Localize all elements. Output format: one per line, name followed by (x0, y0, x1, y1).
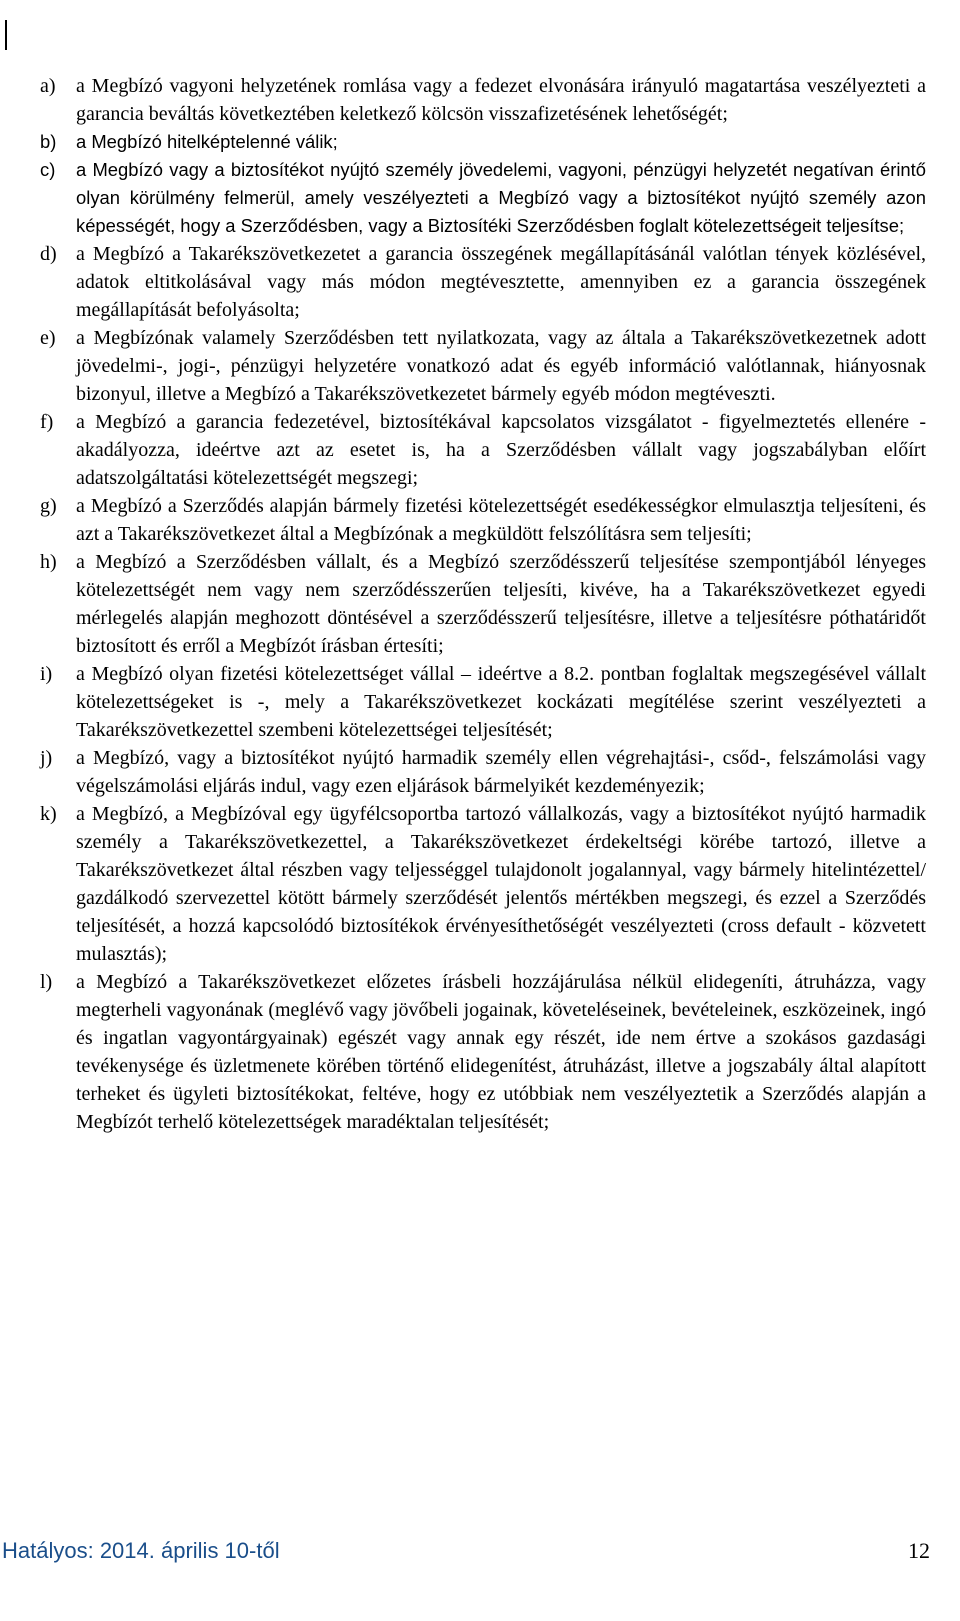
item-label: g) (40, 495, 57, 517)
list-item (40, 660, 926, 744)
item-label: e) (40, 327, 56, 349)
list-item (40, 548, 926, 660)
item-text: a Megbízó a Takarékszövetkezet előzetes írásbeli hozzájárulása nélkül elidegeníti, átruházza, vagy megterheli vagyonának (meglévő vagy jövőbeli jogainak, követeléseinek, bevételeinek, eszközeinek, ingó és ingatlan vagyontárgyainak) egészét vagy annak egy részét, ide nem értve a szokásos gazdasági tevékenysége és üzletmenete körében történő elidegenítést, átruházást, illetve a jogszabály által alapított terheket és ügyleti biztosítékokat, feltéve, hogy ez utóbbiak nem veszélyeztetik a Szerződés alapján a Megbízót terhelő kötelezettségek maradéktalan teljesítését; (76, 971, 926, 1133)
list-item (40, 800, 926, 968)
clause-list (40, 72, 926, 1136)
item-label: i) (40, 663, 53, 685)
list-item (40, 240, 926, 324)
item-text: a Megbízónak valamely Szerződésben tett nyilatkozata, vagy az általa a Takarékszövetkezetnek adott jövedelmi-, jogi-, pénzügyi helyzetére vonatkozó adat és egyéb információ valótlannak, hiányosnak bizonyul, illetve a Megbízó a Takarékszövetkezetet bármely egyéb módon megtéveszti. (76, 327, 926, 405)
list-item (40, 324, 926, 408)
item-text: a Megbízó a Szerződésben vállalt, és a Megbízó szerződésszerű teljesítése szempontjából lényeges kötelezettségét nem vagy nem szerződésszerűen teljesíti, kivéve, ha a Takarékszövetkezet egyedi mérlegelés alapján meghozott döntésével a szerződésszerű teljesítésre, illetve a teljesítésre póthatáridőt biztosított és erről a Megbízót írásban értesíti; (76, 551, 926, 657)
margin-bar (5, 20, 7, 50)
item-label: f) (40, 411, 54, 433)
list-item (40, 156, 926, 240)
item-text: a Megbízó vagyoni helyzetének romlása vagy a fedezet elvonására irányuló magatartása veszélyezteti a garancia beváltás következtében keletkező kölcsön visszafizetésének lehetőségét; (76, 75, 926, 125)
item-text: a Megbízó, a Megbízóval egy ügyfélcsoportba tartozó vállalkozás, vagy a biztosítékot nyújtó harmadik személy a Takarékszövetkezettel, a Takarékszövetkezet érdekeltségi körébe tartozó, illetve a Takarékszövetkezet által részben vagy teljességgel tulajdonolt jogalannyal, vagy bármely hitelintézettel/ gazdálkodó szervezettel kötött bármely szerződését jelentős mértékben megszegi, és ezzel a Szerződés teljesítését, a hozzá kapcsolódó biztosítékok érvényesíthetőségét veszélyezteti (cross default - közvetett mulasztás); (76, 803, 926, 965)
item-label: b) (40, 131, 57, 152)
page-footer (0, 1538, 960, 1578)
list-item (40, 968, 926, 1136)
item-label: d) (40, 243, 57, 265)
list-item (40, 408, 926, 492)
list-item (40, 128, 926, 156)
page-number: 12 (908, 1538, 930, 1563)
item-text: a Megbízó a garancia fedezetével, biztosítékával kapcsolatos vizsgálatot - figyelmeztetés ellenére - akadályozza, ideértve azt az esetet is, ha a Szerződésben vállalt vagy jogszabályban előírt adatszolgáltatási kötelezettségét megszegi; (76, 411, 926, 489)
list-item (40, 72, 926, 128)
item-text: a Megbízó vagy a biztosítékot nyújtó személy jövedelemi, vagyoni, pénzügyi helyzetét negatívan érintő olyan körülmény felmerül, amely veszélyezteti a Megbízó vagy a biztosítékot nyújtó személy azon képességét, hogy a Szerződésben, vagy a Biztosítéki Szerződésben foglalt kötelezettségeit teljesítse; (76, 159, 926, 236)
item-label: l) (40, 971, 53, 993)
item-label: k) (40, 803, 57, 825)
list-item (40, 744, 926, 800)
list-item (40, 492, 926, 548)
item-text: a Megbízó, vagy a biztosítékot nyújtó harmadik személy ellen végrehajtási-, csőd-, felszámolási vagy végelszámolási eljárás indul, vagy ezen eljárások bármelyikét kezdeményezik; (76, 747, 926, 797)
item-label: a) (40, 75, 56, 97)
item-text: a Megbízó olyan fizetési kötelezettséget vállal – ideértve a 8.2. pontban foglaltak megszegésével vállalt kötelezettségeket is -, mely a Takarékszövetkezet kockázati megítélése szerint veszélyezteti a Takarékszövetkezettel szembeni kötelezettségei teljesítését; (76, 663, 926, 741)
item-label: c) (40, 159, 56, 180)
effective-date: Hatályos: 2014. április 10-től (2, 1538, 280, 1563)
item-label: h) (40, 551, 57, 573)
item-text: a Megbízó a Szerződés alapján bármely fizetési kötelezettségét esedékességkor elmulasztja teljesíteni, és azt a Takarékszövetkezet által a Megbízónak a megküldött felszólításra sem teljesíti; (76, 495, 926, 545)
item-text: a Megbízó hitelképtelenné válik; (76, 131, 338, 152)
item-label: j) (40, 747, 53, 769)
item-text: a Megbízó a Takarékszövetkezetet a garancia összegének megállapításánál valótlan tények közlésével, adatok eltitkolásával vagy más módon megtévesztette, amennyiben ez a garancia összegének megállapítását befolyásolta; (76, 243, 926, 321)
